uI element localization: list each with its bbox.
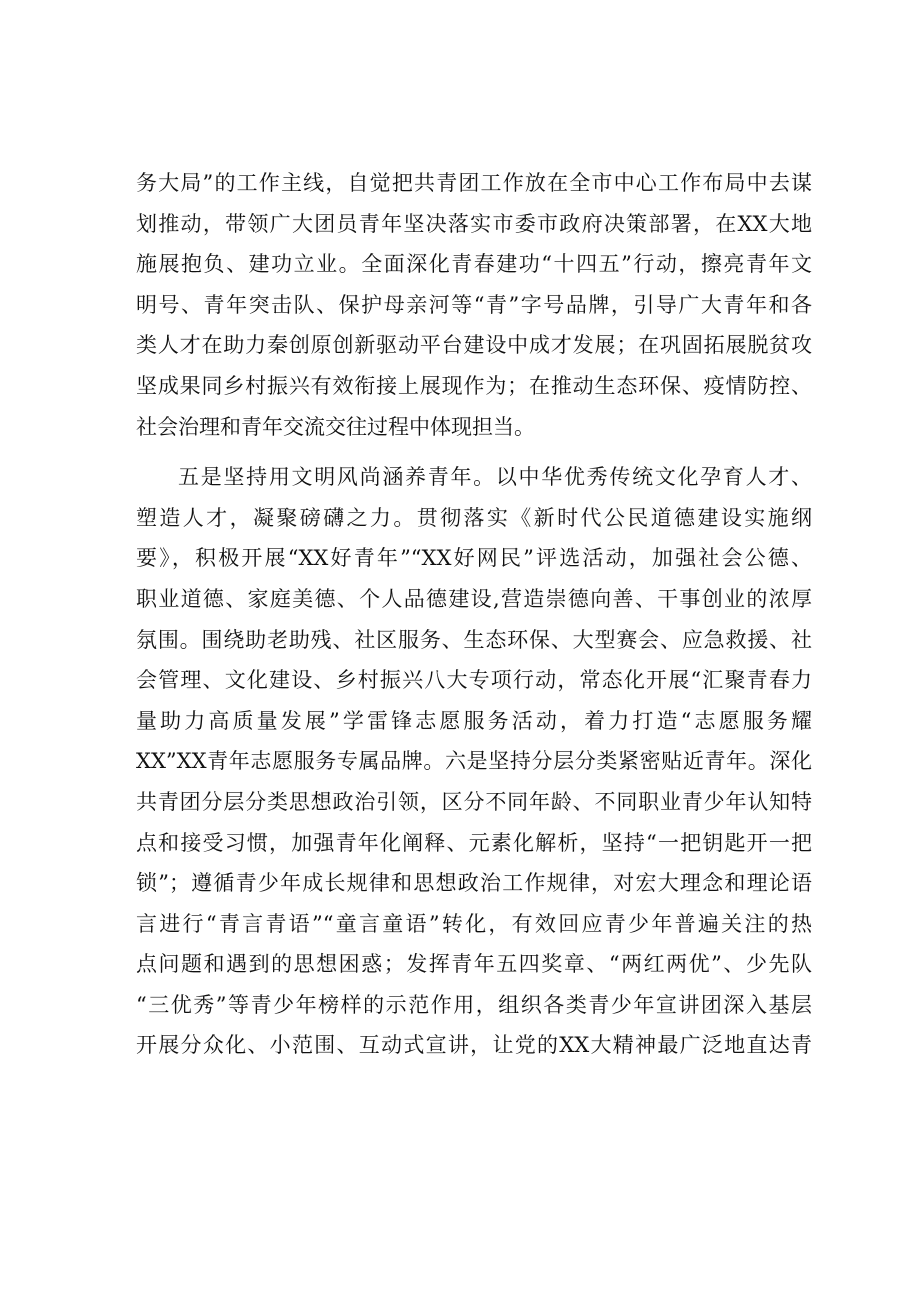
text-line: 会管理、文化建设、乡村振兴八大专项行动，常态化开展“汇聚青春力	[136, 668, 812, 693]
paragraph-2	[136, 457, 812, 1066]
text-line: 社会治理和青年交流交往过程中体现担当。	[136, 414, 535, 439]
text-line: 量助力高质量发展”学雷锋志愿服务活动，着力打造“志愿服务耀	[136, 708, 812, 733]
text-line: 点和接受习惯，加强青年化阐释、元素化解析，坚持“一把钥匙开一把	[136, 830, 812, 855]
text-line: 务大局”的工作主线，自觉把共青团工作放在全市中心工作布局中去谋	[136, 171, 812, 195]
document-body	[136, 163, 812, 1066]
paragraph-gap	[136, 447, 812, 457]
text-line: 塑造人才，凝聚磅礴之力。贯彻落实《新时代公民道德建设实施纲	[136, 505, 812, 530]
text-line: 开展分众化、小范围、互动式宣讲，让党的XX大精神最广泛地直达青	[136, 1033, 812, 1058]
text-line: 言进行“青言青语”“童言童语”转化，有效回应青少年普遍关注的热	[136, 911, 812, 936]
text-line: 职业道德、家庭美德、个人品德建设,营造崇德向善、干事创业的浓厚	[136, 586, 812, 611]
text-line: 五是坚持用文明风尚涵养青年。以中华优秀传统文化孕育人才、	[178, 465, 812, 490]
text-line: 氛围。围绕助老助残、社区服务、生态环保、大型赛会、应急救援、社	[136, 627, 812, 652]
text-line: 共青团分层分类思想政治引领，区分不同年龄、不同职业青少年认知特	[136, 789, 812, 814]
text-line: 施展抱负、建功立业。全面深化青春建功“十四五”行动，擦亮青年文	[136, 252, 812, 277]
text-line: 划推动，带领广大团员青年坚决落实市委市政府决策部署，在XX大地	[136, 211, 812, 236]
text-line: 要》，积极开展“XX好青年”“XX好网民”评选活动，加强社会公德、	[136, 546, 812, 571]
paragraph-1	[136, 163, 812, 447]
text-line: 类人才在助力秦创原创新驱动平台建设中成才发展；在巩固拓展脱贫攻	[136, 333, 812, 358]
text-line: XX”XX青年志愿服务专属品牌。六是坚持分层分类紧密贴近青年。深化	[136, 749, 812, 774]
text-line: “三优秀”等青少年榜样的示范作用，组织各类青少年宣讲团深入基层	[136, 992, 812, 1017]
text-line: 坚成果同乡村振兴有效衔接上展现作为；在推动生态环保、疫情防控、	[136, 373, 812, 398]
text-line: 点问题和遇到的思想困惑；发挥青年五四奖章、“两红两优”、少先队	[136, 952, 812, 977]
text-line: 锁”；遵循青少年成长规律和思想政治工作规律，对宏大理念和理论语	[136, 871, 812, 896]
text-line: 明号、青年突击队、保护母亲河等“青”字号品牌，引导广大青年和各	[136, 292, 812, 317]
